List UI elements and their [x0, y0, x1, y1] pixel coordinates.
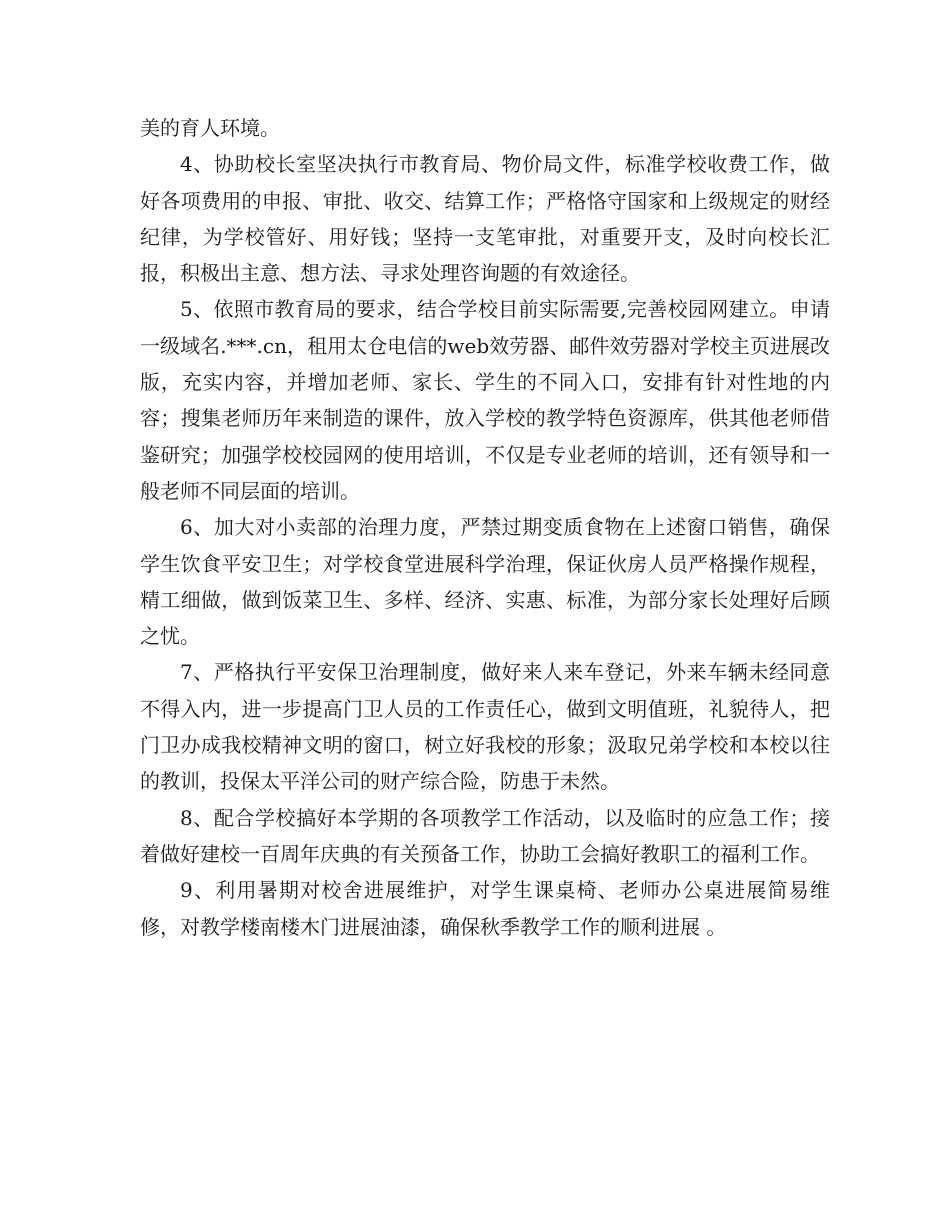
paragraph-item-5: 5、依照市教育局的要求，结合学校目前实际需要,完善校园网建立。申请一级域名.***.cn，租用太仓电信的web效劳器、邮件效劳器对学校主页进展改版，充实内容，并增加老师、家长、学生的不同入口，安排有针对性地的内容；搜集老师历年来制造的课件，放入学校的教学特色资源库，供其他老师借鉴研究；加强学校校园网的使用培训，不仅是专业老师的培训，还有领导和一般老师不同层面的培训。 [140, 297, 830, 503]
paragraph-item-4: 4、协助校长室坚决执行市教育局、物价局文件，标准学校收费工作，做好各项费用的申报、审批、收交、结算工作；严格恪守国家和上级规定的财经纪律，为学校管好、用好钱；坚持一支笔审批，对重要开支，及时向校长汇报，积极出主意、想方法、寻求处理咨询题的有效途径。 [140, 152, 830, 286]
paragraph-item-9: 9、利用暑期对校舍进展维护，对学生课桌椅、老师办公桌进展简易维修，对教学楼南楼木门进展油漆，确保秋季教学工作的顺利进展 。 [140, 878, 830, 939]
paragraph-item-7: 7、严格执行平安保卫治理制度，做好来人来车登记，外来车辆未经同意不得入内，进一步提高门卫人员的工作责任心，做到文明值班，礼貌待人，把门卫办成我校精神文明的窗口，树立好我校的形象；汲取兄弟学校和本校以往的教训，投保太平洋公司的财产综合险，防患于未然。 [140, 660, 830, 794]
paragraph-item-8: 8、配合学校搞好本学期的各项教学工作活动，以及临时的应急工作；接着做好建校一百周年庆典的有关预备工作，协助工会搞好教职工的福利工作。 [140, 805, 830, 866]
paragraph-continuation: 美的育人环境。 [140, 116, 280, 140]
paragraph-item-6: 6、加大对小卖部的治理力度，严禁过期变质食物在上述窗口销售，确保学生饮食平安卫生；对学校食堂进展科学治理，保证伙房人员严格操作规程，精工细做，做到饭菜卫生、多样、经济、实惠、标准，为部分家长处理好后顾之忧。 [140, 515, 830, 649]
document-body [140, 110, 830, 945]
